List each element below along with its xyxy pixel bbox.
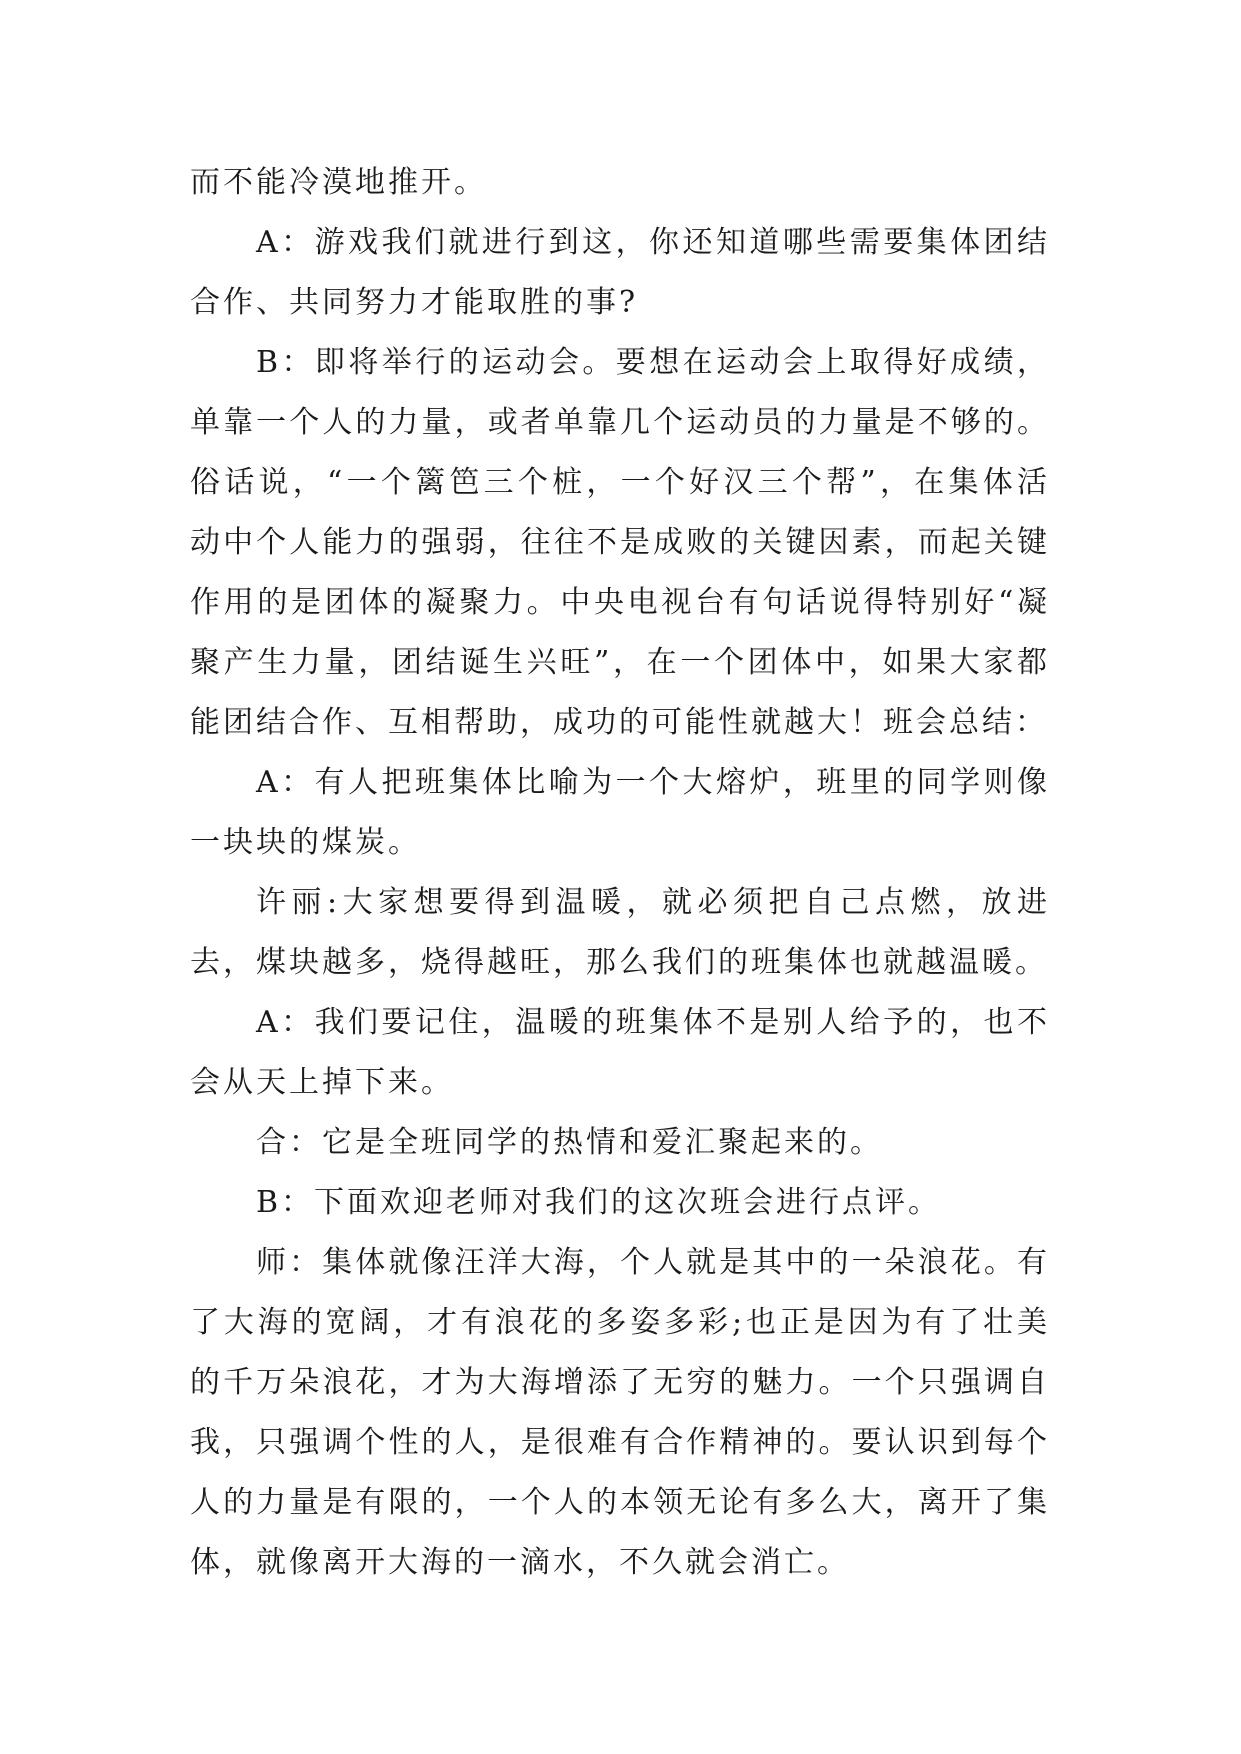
paragraph-dialogue-xuli: 许丽:大家想要得到温暖，就必须把自己点燃，放进去，煤块越多，烧得越旺，那么我们的班集体也就越温暖。 [190,885,1050,980]
document-body [190,153,1050,1593]
paragraph-teacher-comment: 师：集体就像汪洋大海，个人就是其中的一朵浪花。有了大海的宽阔，才有浪花的多姿多彩;也正是因为有了壮美的千万朵浪花，才为大海增添了无穷的魅力。一个只强调自我，只强调个性的人，是很难有合作精神的。要认识到每个人的力量是有限的，一个人的本领无论有多么大，离开了集体，就像离开大海的一滴水，不久就会消亡。 [190,1245,1050,1580]
paragraph-dialogue-a-furnace: A：有人把班集体比喻为一个大熔炉，班里的同学则像一块块的煤炭。 [190,765,1050,860]
paragraph-dialogue-a-game: A：游戏我们就进行到这，你还知道哪些需要集体团结合作、共同努力才能取胜的事? [190,225,1050,320]
paragraph-continuation: 而不能冷漠地推开。 [190,165,487,200]
paragraph-dialogue-together: 合：它是全班同学的热情和爱汇聚起来的。 [256,1125,883,1160]
paragraph-dialogue-a-remember: A：我们要记住，温暖的班集体不是别人给予的，也不会从天上掉下来。 [190,1005,1050,1100]
paragraph-dialogue-b-sports: B：即将举行的运动会。要想在运动会上取得好成绩，单靠一个人的力量，或者单靠几个运动员的力量是不够的。俗话说，“一个篱笆三个桩，一个好汉三个帮”，在集体活动中个人能力的强弱，往往不是成败的关键因素，而起关键作用的是团体的凝聚力。中央电视台有句话说得特别好“凝聚产生力量，团结诞生兴旺”，在一个团体中，如果大家都能团结合作、互相帮助，成功的可能性就越大！班会总结： [190,345,1050,740]
paragraph-dialogue-b-teacher: B：下面欢迎老师对我们的这次班会进行点评。 [256,1185,942,1220]
